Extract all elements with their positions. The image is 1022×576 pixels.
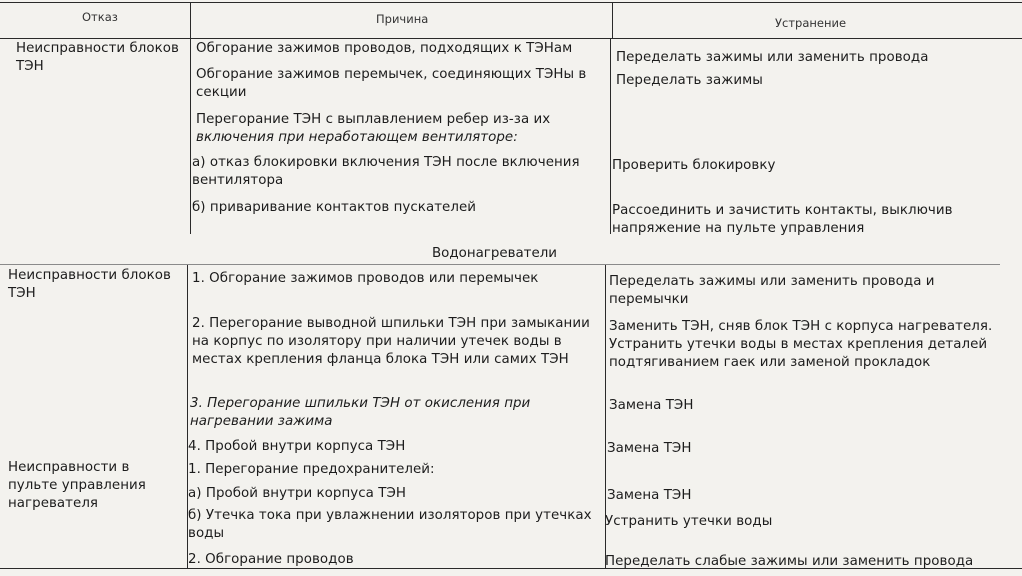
- fix-6: Заменить ТЭН, сняв блок ТЭН с корпуса нагревателя. Устранить утечки воды в местах крепления деталей подтягиванием гаек или заменой прокладок: [609, 319, 993, 370]
- header-fix: Устранение: [775, 16, 847, 30]
- cause-10: 1. Перегорание предохранителей:: [188, 462, 435, 477]
- fix-1: Переделать зажимы или заменить провода: [616, 50, 929, 65]
- column-divider-2: [610, 38, 611, 234]
- header-divider-1: [190, 2, 191, 38]
- fault-2: Неисправности блоков ТЭН: [8, 268, 171, 301]
- fault-1: Неисправности блоков ТЭН: [16, 41, 179, 74]
- cause-6: 1. Обгорание зажимов проводов или перемычек: [192, 271, 539, 286]
- section-title: Водонагреватели: [432, 246, 557, 261]
- cause-12: б) Утечка тока при увлажнении изоляторов при утечках воды: [188, 508, 592, 541]
- cause-8: 3. Перегорание шпильки ТЭН от окисления при нагревании зажима: [190, 396, 531, 429]
- cause-13: 2. Обгорание проводов: [188, 552, 354, 567]
- fix-2: Переделать зажимы: [616, 73, 763, 88]
- cause-1: Обгорание зажимов проводов, подходящих к ТЭНам: [196, 41, 573, 56]
- cause-2: Обгорание зажимов перемычек, соединяющих ТЭНы в секции: [196, 67, 587, 100]
- cause-9: 4. Пробой внутри корпуса ТЭН: [188, 439, 406, 454]
- header-divider-2: [612, 2, 613, 38]
- cause-7: 2. Перегорание выводной шпильки ТЭН при замыкании на корпус по изолятору при наличии утечек воды в местах крепления фланца блока ТЭН или самих ТЭН: [192, 316, 590, 367]
- section-rule: [0, 264, 1000, 265]
- cause-3b: включения при неработающем вентиляторе:: [196, 130, 518, 145]
- fix-5: Переделать зажимы или заменить провода и перемычки: [609, 274, 935, 307]
- column-divider-1: [190, 38, 191, 234]
- fix-8: Замена ТЭН: [607, 441, 692, 456]
- fix-11: Переделать слабые зажимы или заменить провода: [605, 554, 974, 569]
- header-fault: Отказ: [82, 10, 118, 24]
- header-cause: Причина: [376, 12, 429, 26]
- fix-7: Замена ТЭН: [609, 398, 694, 413]
- fix-4: Рассоединить и зачистить контакты, выключив напряжение на пульте управления: [612, 203, 953, 236]
- top-border: [0, 2, 1022, 3]
- fix-9: Замена ТЭН: [607, 488, 692, 503]
- cause-5: б) приваривание контактов пускателей: [192, 200, 476, 215]
- cause-11: а) Пробой внутри корпуса ТЭН: [188, 486, 406, 501]
- cause-3a: Перегорание ТЭН с выплавлением ребер из-за их: [196, 112, 551, 127]
- fault-3: Неисправности в пульте управления нагревателя: [8, 460, 146, 511]
- cause-4: а) отказ блокировки включения ТЭН после включения вентилятора: [192, 155, 580, 188]
- header-bottom-border: [0, 38, 1022, 39]
- fix-3: Проверить блокировку: [612, 158, 776, 173]
- fix-10: Устранить утечки воды: [605, 514, 773, 529]
